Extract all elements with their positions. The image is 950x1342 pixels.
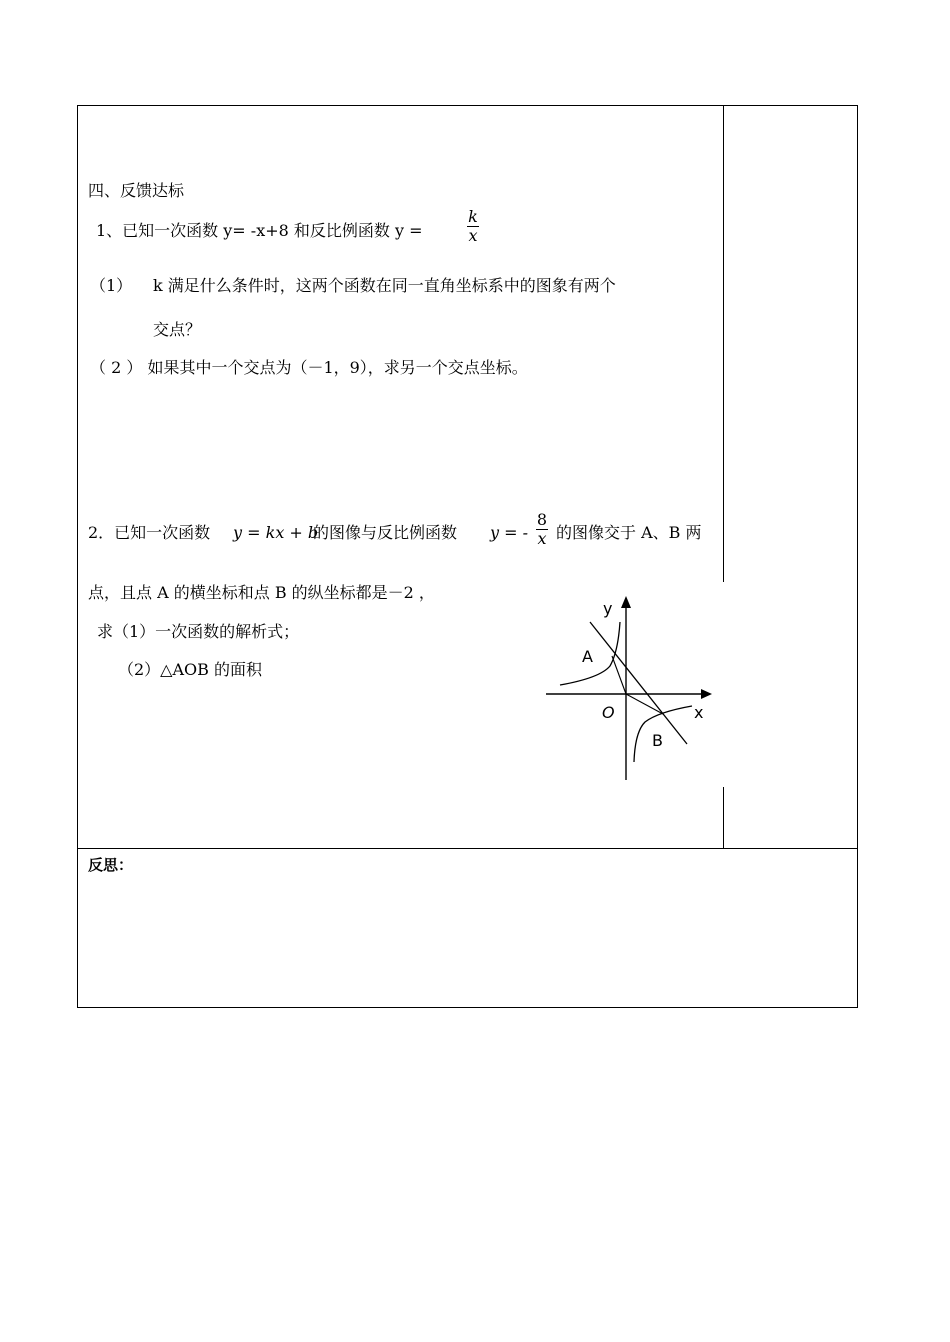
q1-frac-numerator: k — [468, 207, 478, 226]
q2-frac-denominator: x — [537, 529, 547, 548]
table-row-divider — [77, 848, 857, 849]
section-heading: 四、反馈达标 — [88, 181, 185, 200]
label-x: x — [694, 703, 704, 722]
q2-stem-c: 的图像交于 A、B 两 — [556, 523, 702, 542]
q1-frac-denominator: x — [468, 226, 478, 245]
q2-frac-numerator: 8 — [536, 510, 548, 529]
figure-background — [540, 582, 725, 787]
q2-ask2: （2）△AOB 的面积 — [118, 660, 263, 679]
coordinate-figure — [540, 582, 725, 787]
q2-line2: 点，且点 A 的横坐标和点 B 的纵坐标都是－2 ， — [88, 583, 435, 602]
q2-linear-equation: y = kx + b — [233, 523, 319, 542]
q1-fraction — [467, 208, 479, 245]
q1-stem: 1、已知一次函数 y= -x+8 和反比例函数 y = — [96, 221, 423, 240]
q1-part1-line2: 交点？ — [153, 320, 202, 339]
q1-part2: （ 2 ） 如果其中一个交点为（－1，9），求另一个交点坐标。 — [90, 358, 528, 377]
label-point-a: A — [582, 647, 593, 666]
label-y: y — [603, 599, 613, 618]
q1-part1-line1: k 满足什么条件时，这两个函数在同一直角坐标系中的图象有两个 — [153, 276, 616, 295]
q1-part1-label: （1） — [90, 276, 133, 295]
q2-stem-b: 的图像与反比例函数 — [313, 523, 458, 542]
q2-ask1: 求（1）一次函数的解析式； — [97, 622, 300, 641]
q2-inverse-equation: y = - — [490, 523, 529, 542]
q2-fraction — [536, 511, 548, 548]
label-origin: O — [602, 703, 615, 722]
label-point-b: B — [652, 731, 663, 750]
q2-stem-a: 2．已知一次函数 — [88, 523, 211, 542]
reflection-label: 反思： — [88, 856, 134, 874]
